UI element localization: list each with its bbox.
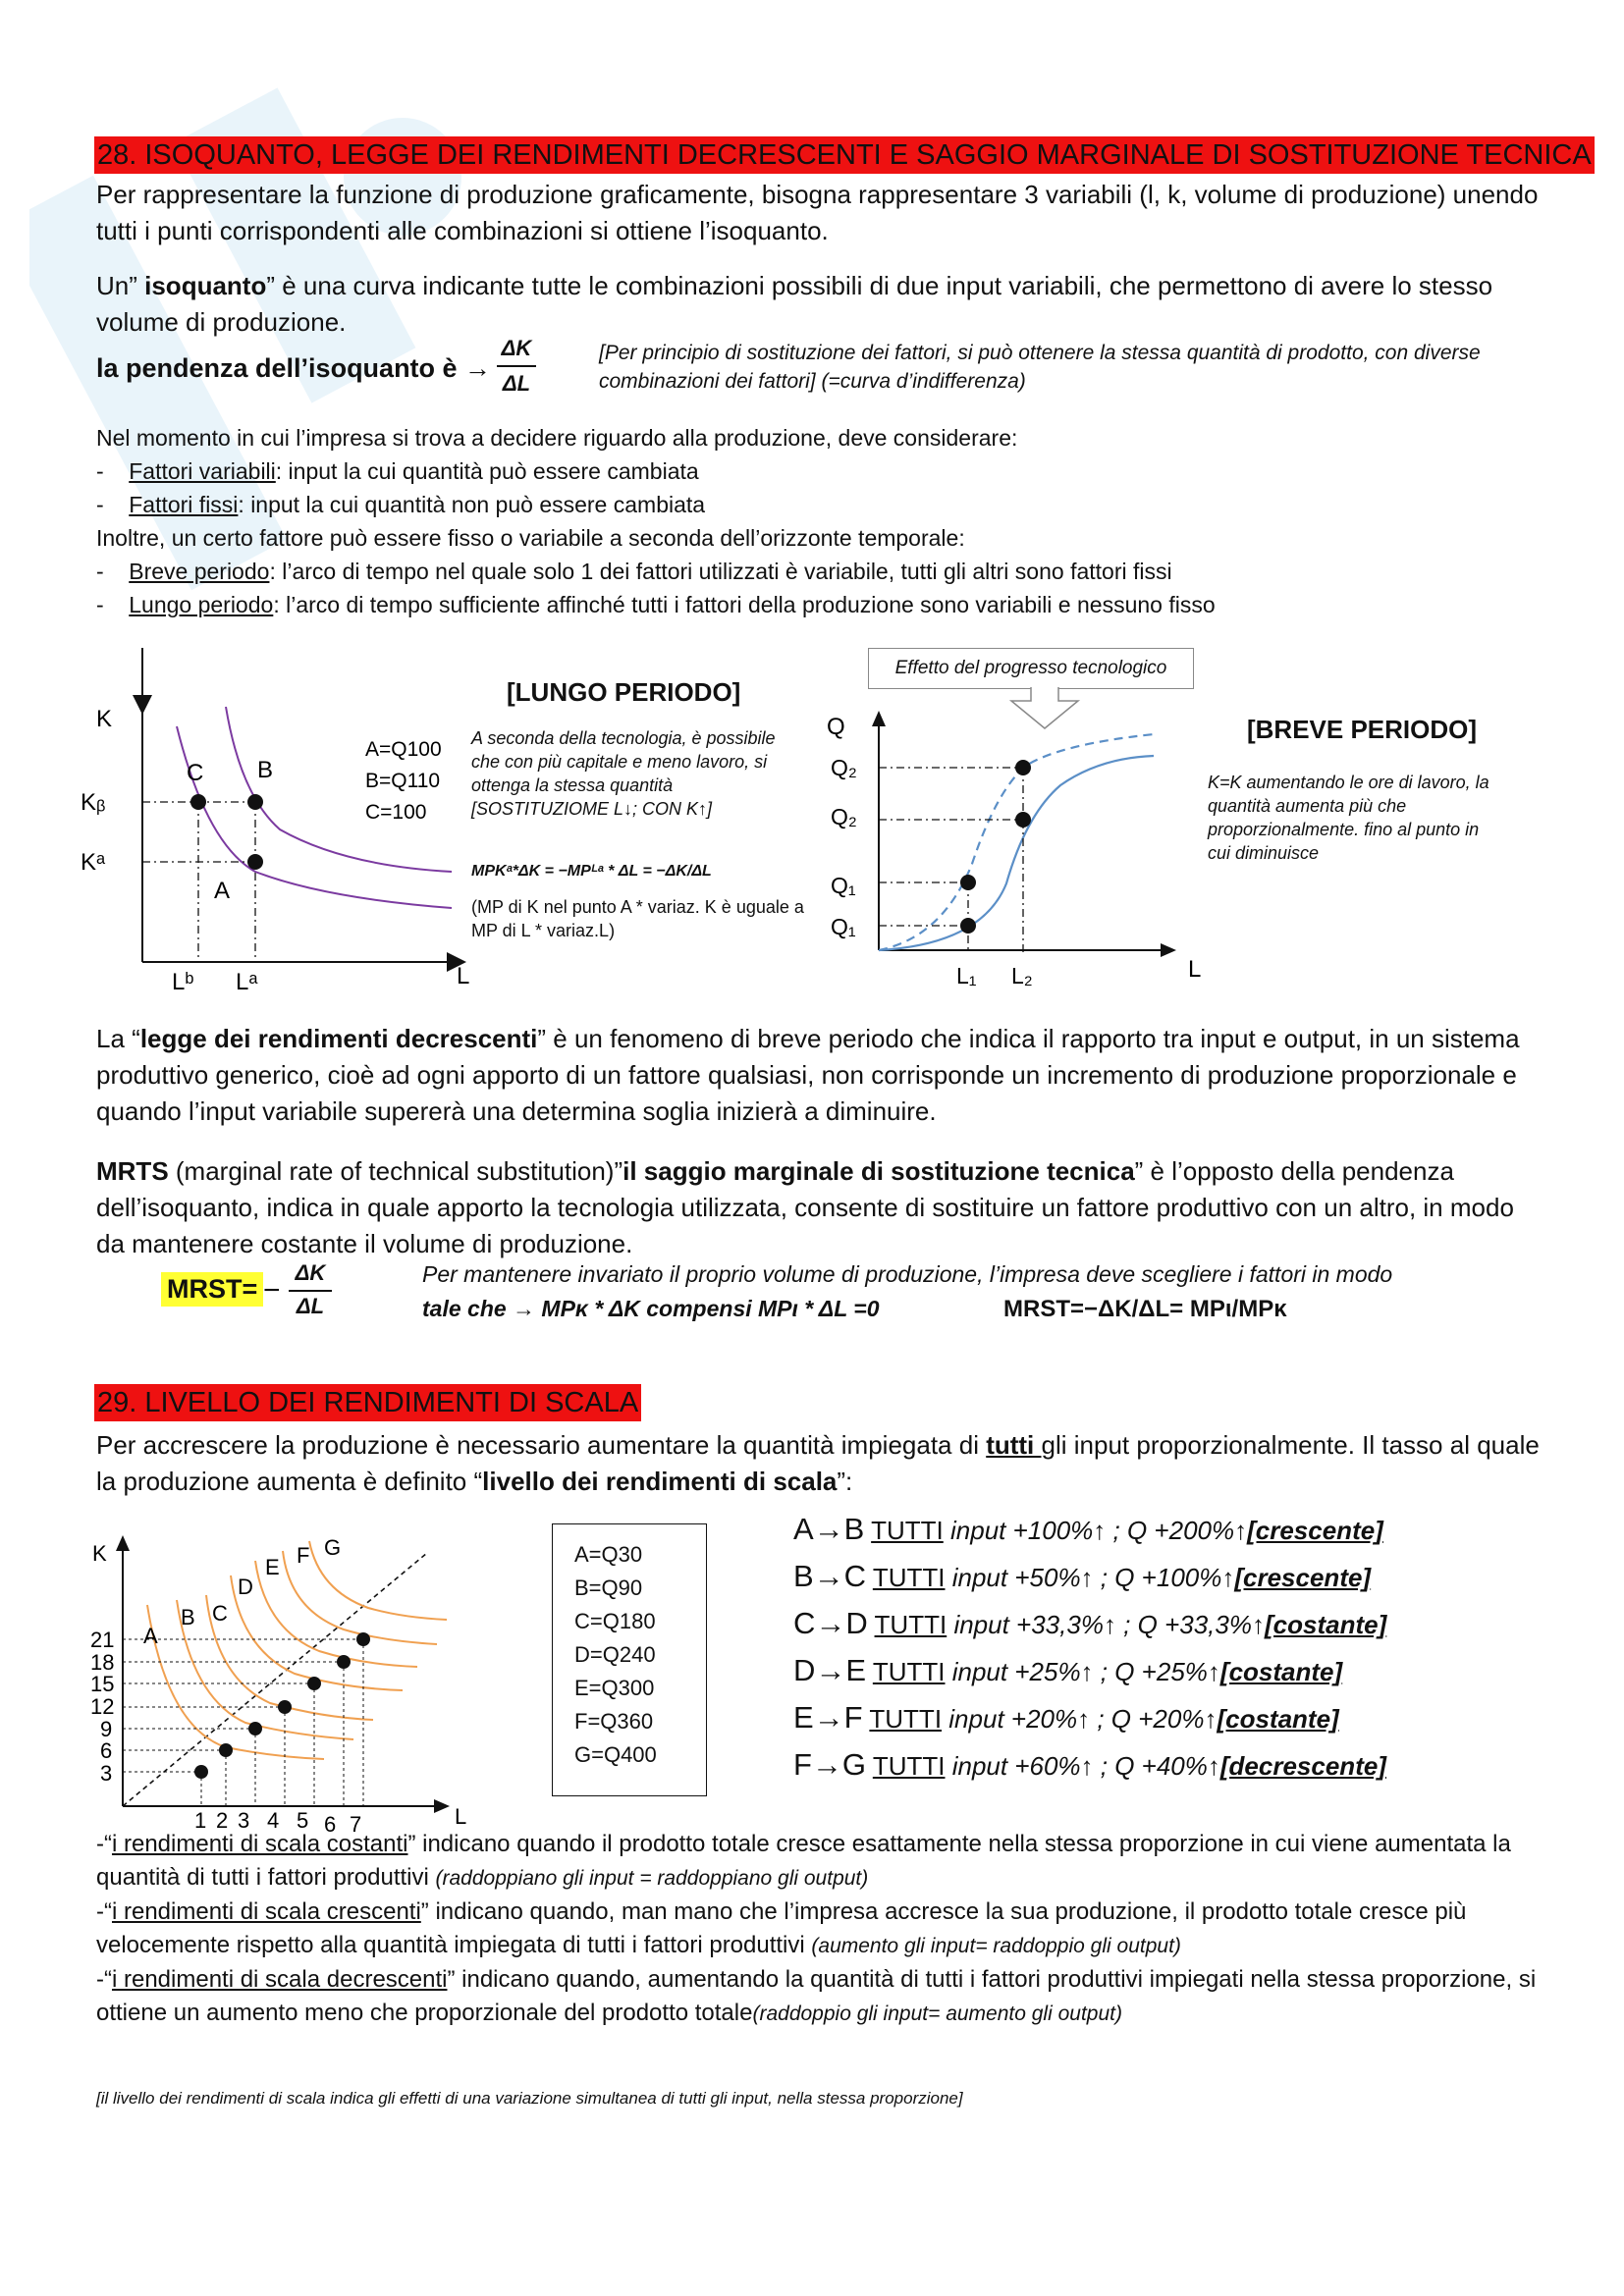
scale-point-d: [278, 1700, 292, 1714]
l2-label: L₂: [1011, 963, 1033, 988]
scale-point-a: [194, 1765, 208, 1779]
scale-l-arrow: [434, 1799, 450, 1813]
term-costanti: i rendimenti di scala costanti: [111, 1831, 408, 1857]
ytick-12: 12: [90, 1694, 115, 1719]
slope-note: [Per principio di sostituzione dei fattori, si può ottenere la stessa quantità di prodotto, con diverse combinazioni dei fattori] (=curva d’indifferenza): [599, 342, 1481, 393]
s28-paragraph-1: Per rappresentare la funzione di produzione graficamente, bisogna rappresentare 3 variabili (l, k, volume di produzione) unendo tutti i punti corrispondenti alle combinazioni si ottiene l’isoquanto.: [96, 180, 1539, 245]
tech-progress-callout: Effetto del progresso tecnologico: [868, 648, 1194, 689]
s28-paragraph-3: Nel momento in cui l’impresa si trova a decidere riguardo alla produzione, deve considerare:: [96, 425, 1018, 451]
xtick-5: 5: [297, 1808, 309, 1833]
law-c: ” è un fenomeno di breve periodo che indica il rapporto tra input e output, in un sistema produttivo generico, cioè ad ogni apporto di un fattore qualsiasi, non corrisponde un incremento di produzione proporzionale e quando l’input variabile supererà una determina soglia inizierà a diminuire.: [96, 1024, 1520, 1126]
q2-shifted-label: Q₂: [831, 755, 857, 780]
text-lungo-periodo: : l’arco di tempo sufficiente affinché tutti i fattori della produzione sono variabili e nessuno fisso: [273, 592, 1216, 617]
list-item-lungo-periodo: [96, 588, 1520, 621]
xtick-6: 6: [324, 1812, 337, 1836]
slope-label: la pendenza dell’isoquanto è →: [96, 353, 492, 383]
mrst-note-2: tale che → MPκ * ΔK compensi MPι * ΔL =0: [422, 1296, 880, 1321]
mrts-d: ” è l’opposto della pendenza dell’isoquanto, indica in quale apporto la tecnologia utilizzata, consente di sostituire un fattore produttivo con un altro, in modo da mantenere costante il volume di produzione.: [96, 1156, 1514, 1258]
term-crescenti: i rendimenti di scala crescenti: [111, 1898, 421, 1925]
term-breve-periodo: Breve periodo: [129, 559, 270, 584]
box-d: D=Q240: [574, 1642, 656, 1667]
returns-rows: [793, 1512, 1540, 1794]
rendimenti-term: livello dei rendimenti di scala: [482, 1467, 838, 1496]
term-fattori-variabili: Fattori variabili: [129, 458, 276, 484]
scale-axis-k-label: K: [92, 1541, 107, 1566]
returns-row-fg: F→G TUTTI input +60%↑ ; Q +40%↑[decrescente]: [793, 1747, 1386, 1782]
law-term: legge dei rendimenti decrescenti: [139, 1024, 538, 1053]
xtick-2: 2: [216, 1808, 229, 1833]
definition-costanti: -“i rendimenti di scala costanti” indicano quando il prodotto totale cresce esattamente nella stessa proporzione in cui viene aumentata la quantità di tutti i fattori produttivi (raddoppiano gli input = raddoppiano gli output): [96, 1831, 1511, 1891]
list-item-fattori-fissi: [96, 488, 1520, 521]
q1-label: Q₁: [831, 914, 856, 939]
xtick-7: 7: [350, 1812, 362, 1836]
short-axis-l-label: L: [1188, 956, 1202, 983]
definition-decrescenti: -“i rendimenti di scala decrescenti” indicano quando, aumentando la quantità di tutti i fattori produttivi impiegati nella stessa proporzione, si ottiene un aumento meno che proporzionale del prodotto totale(raddoppio gli input= aumento gli output): [96, 1966, 1537, 2026]
mrts-abbrev: MRTS: [96, 1156, 169, 1186]
mrst-note-3: MRST=−ΔK/ΔL= MPι/MPκ: [1003, 1296, 1287, 1322]
ytick-6: 6: [100, 1738, 113, 1763]
scale-point-g: [356, 1632, 370, 1646]
curve-label-g: G: [324, 1535, 342, 1560]
point-q1: [960, 918, 976, 934]
box-a: A=Q30: [574, 1542, 643, 1567]
short-l-axis-arrow: [1161, 943, 1176, 957]
term-fattori-fissi: Fattori fissi: [129, 492, 239, 517]
returns-row-bc: B→C TUTTI input +50%↑ ; Q +100%↑[crescente]: [793, 1559, 1372, 1593]
point-q2-shifted: [1015, 760, 1031, 775]
l-a-label: Lᵃ: [236, 969, 258, 995]
definitions-block: [96, 1828, 1589, 2031]
box-c: C=Q180: [574, 1609, 656, 1633]
point-b-label: B: [257, 757, 274, 783]
curve-label-e: E: [265, 1555, 280, 1579]
s29-p1-a: Per accrescere la produzione è necessario aumentare la quantità impiegata di: [96, 1430, 987, 1460]
section-29-title: 29. LIVELLO DEI RENDIMENTI DI SCALA: [94, 1384, 641, 1421]
list-item-breve-periodo: [96, 555, 1520, 588]
long-period-note: A seconda della tecnologia, è possibile che con più capitale e meno lavoro, si ottenga la stessa quantità [SOSTITUZIOME L↓; CON K↑]: [471, 728, 776, 819]
legend-c: C=100: [365, 801, 427, 824]
s29-p1-e: ”:: [837, 1467, 853, 1496]
k-alpha-label: Kᵃ: [81, 849, 105, 876]
scale-k-arrow: [116, 1535, 130, 1551]
definition-crescenti: -“i rendimenti di scala crescenti” indicano quando, man mano che l’impresa accresce la sua produzione, il prodotto totale cresce più velocemente rispetto alla quantità impiegata di tutti i fattori produttivi (aumento gli input= raddoppio gli output): [96, 1898, 1467, 1958]
text-breve-periodo: : l’arco di tempo nel quale solo 1 dei fattori utilizzati è variabile, tutti gli altri sono fattori fissi: [269, 559, 1172, 584]
scale-isoquant-a: [147, 1605, 324, 1759]
l1-label: L₁: [956, 963, 977, 988]
long-axis-k-label: K: [96, 706, 113, 732]
ytick-21: 21: [90, 1628, 115, 1652]
dash: -: [96, 458, 104, 484]
ytick-15: 15: [90, 1672, 115, 1696]
curve-label-f: F: [297, 1543, 310, 1568]
mrts-paragraph: [96, 1153, 1549, 1262]
s28-list-block: [96, 421, 1520, 621]
short-axis-q-label: Q: [827, 714, 845, 740]
returns-row-de: D→E TUTTI input +25%↑ ; Q +25%↑[costante]: [793, 1653, 1343, 1687]
scale-point-f: [337, 1655, 351, 1669]
l-b-label: Lᵇ: [172, 969, 194, 995]
law-paragraph: [96, 1021, 1549, 1130]
box-f: F=Q360: [574, 1709, 654, 1734]
term-lungo-periodo: Lungo periodo: [129, 592, 274, 617]
curve-label-a: A: [143, 1624, 158, 1648]
production-curve: [879, 756, 1154, 950]
quantity-box: [552, 1523, 707, 1796]
short-q-axis-arrow: [872, 711, 886, 726]
s28-paragraph-4: Inoltre, un certo fattore può essere fisso o variabile a seconda dell’orizzonte temporale:: [96, 525, 965, 551]
ytick-18: 18: [90, 1650, 115, 1675]
s28-paragraph-2: [96, 268, 1540, 341]
mrst-minus: −: [263, 1274, 281, 1307]
legend-b: B=Q110: [365, 770, 441, 792]
scale-point-e: [307, 1677, 321, 1690]
tutti-term: tutti: [986, 1430, 1042, 1460]
point-b: [247, 794, 263, 810]
section-28-title: 28. ISOQUANTO, LEGGE DEI RENDIMENTI DECRESCENTI E SAGGIO MARGINALE DI SOSTITUZIONE TECNICA: [94, 136, 1595, 174]
xtick-3: 3: [238, 1808, 250, 1833]
scale-point-b: [219, 1743, 233, 1757]
mrts-b: (marginal rate of technical substitution)”: [168, 1156, 623, 1186]
short-period-title: [BREVE PERIODO]: [1247, 715, 1478, 744]
mrst-highlight: MRST=: [161, 1272, 263, 1307]
mrst-denominator: ΔL: [296, 1294, 325, 1318]
short-period-figure: [815, 687, 1237, 1001]
ytick-3: 3: [100, 1761, 113, 1786]
long-period-formula: MPKᵃ*ΔK = −MPᴸᵃ * ΔL = −ΔK/ΔL: [471, 863, 712, 880]
xtick-1: 1: [194, 1808, 207, 1833]
scale-ray: [123, 1553, 427, 1806]
footnote: [il livello dei rendimenti di scala indica gli effetti di una variazione simultanea di tutti gli input, nella stessa proporzione]: [96, 2089, 963, 2108]
curve-label-d: D: [238, 1575, 253, 1599]
xtick-4: 4: [267, 1808, 280, 1833]
box-g: G=Q400: [574, 1742, 657, 1767]
s29-paragraph-1: [96, 1427, 1549, 1500]
law-a: La “: [96, 1024, 140, 1053]
scale-figure: [79, 1512, 491, 1836]
s28-p2-c: ” è una curva indicante tutte le combinazioni possibili di due input variabili, che permettono di avere lo stesso volume di produzione.: [96, 271, 1493, 337]
term-decrescenti: i rendimenti di scala decrescenti: [111, 1966, 448, 1993]
point-q1-shifted: [960, 875, 976, 890]
mrst-fraction-bar: [289, 1290, 332, 1292]
text-fattori-fissi: : input la cui quantità non può essere cambiata: [238, 492, 706, 517]
s29-p1-c: gli input proporzionalmente. Il tasso al quale la produzione aumenta è definito “: [96, 1430, 1540, 1496]
scale-isoquant-d: [231, 1575, 403, 1690]
text-fattori-variabili: : input la cui quantità può essere cambiata: [275, 458, 699, 484]
q2-label: Q₂: [831, 804, 857, 829]
callout-arrow: [1011, 687, 1078, 728]
legend-a: A=Q100: [365, 738, 442, 761]
scale-point-c: [248, 1722, 262, 1735]
point-c-label: C: [187, 760, 204, 786]
returns-row-ab: A→B TUTTI input +100%↑ ; Q +200%↑[crescente]: [793, 1512, 1383, 1546]
point-c: [190, 794, 206, 810]
mrst-note-1: Per mantenere invariato il proprio volume di produzione, l’impresa deve scegliere i fattori in modo: [422, 1261, 1393, 1287]
slope-fraction-bar: [497, 365, 536, 367]
slope-numerator: ΔK: [501, 336, 532, 360]
q1-shifted-label: Q₁: [831, 873, 856, 898]
box-b: B=Q90: [574, 1575, 643, 1600]
dash: -: [96, 559, 104, 584]
long-period-title: [LUNGO PERIODO]: [507, 677, 741, 707]
returns-row-ef: E→F TUTTI input +20%↑ ; Q +20%↑[costante]: [793, 1700, 1339, 1735]
point-a: [247, 854, 263, 870]
k-beta-label: Kᵦ: [81, 789, 106, 816]
list-item-fattori-variabili: [96, 454, 1520, 488]
curve-label-b: B: [181, 1605, 195, 1629]
scale-axis-l-label: L: [455, 1804, 467, 1829]
mrst-numerator: ΔK: [295, 1260, 326, 1285]
point-q2: [1015, 812, 1031, 828]
short-period-note: K=K aumentando le ore di lavoro, la quantità aumenta più che proporzionalmente. fino al punto in cui diminuisce: [1208, 773, 1489, 863]
long-period-note-2: (MP di K nel punto A * variaz. K è uguale a MP di L * variaz.L): [471, 897, 804, 940]
dash: -: [96, 492, 104, 517]
dash: -: [96, 592, 104, 617]
box-e: E=Q300: [574, 1676, 655, 1700]
slope-denominator: ΔL: [502, 371, 531, 396]
curve-label-c: C: [212, 1601, 228, 1626]
s28-p2-a: Un”: [96, 271, 145, 300]
point-a-label: A: [214, 878, 231, 904]
isoquanto-term: isoquanto: [144, 271, 267, 300]
mrts-term: il saggio marginale di sostituzione tecnica: [623, 1156, 1135, 1186]
ytick-9: 9: [100, 1717, 113, 1741]
returns-row-cd: C→D TUTTI input +33,3%↑ ; Q +33,3%↑[costante]: [793, 1606, 1387, 1640]
long-axis-l-label: L: [457, 963, 470, 989]
